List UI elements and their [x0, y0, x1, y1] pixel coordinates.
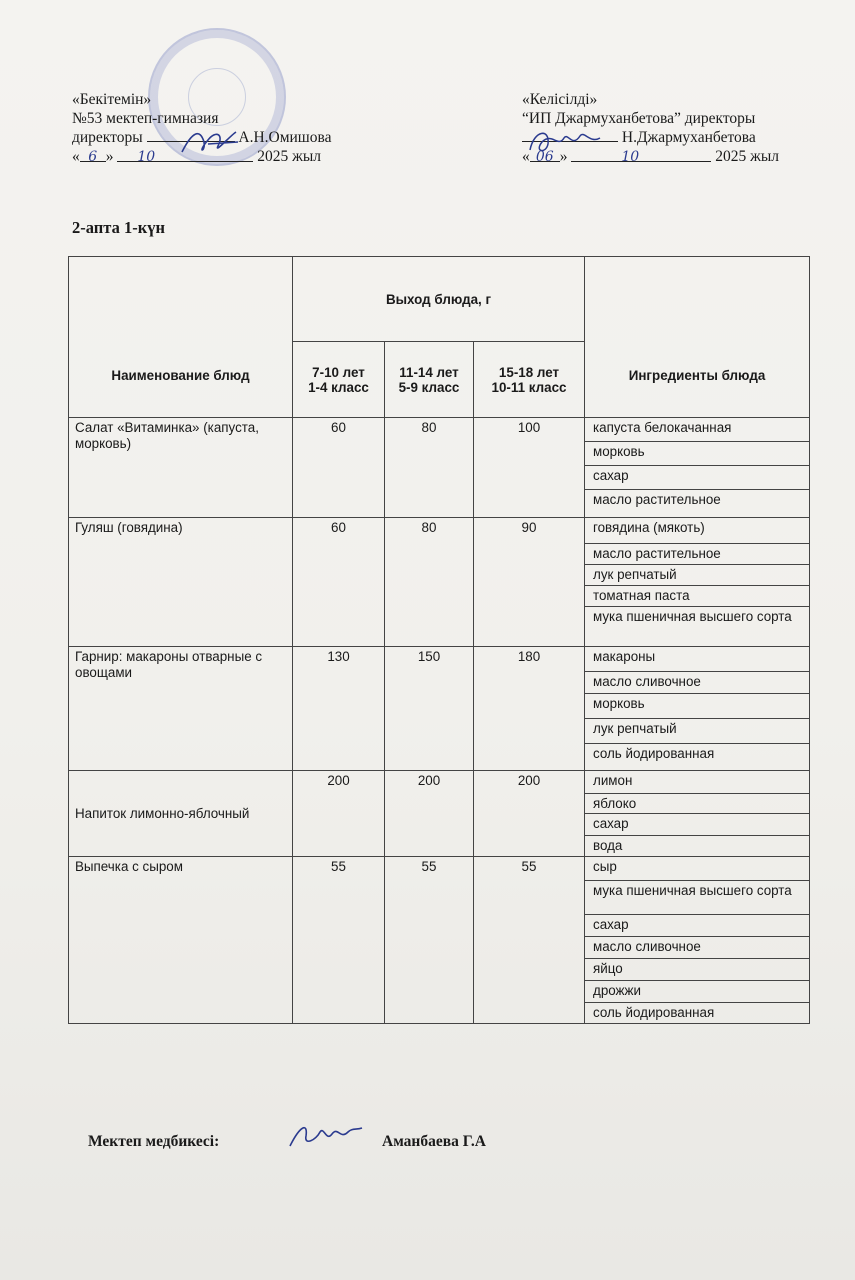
quote-close: »	[559, 148, 568, 165]
header-yield: Выход блюда, г	[293, 257, 585, 342]
grade-range: 1-4 класс	[308, 379, 369, 395]
yield-age-group-3: 100	[474, 418, 585, 518]
quote-open: «	[522, 148, 530, 165]
dish-name: Напиток лимонно-яблочный	[69, 771, 293, 857]
table-row	[69, 418, 810, 442]
ingredient: лимон	[585, 771, 810, 794]
ingredient: томатная паста	[585, 586, 810, 607]
ingredient: яйцо	[585, 959, 810, 981]
yield-age-group-2: 55	[385, 857, 474, 1024]
dish-name: Салат «Витаминка» (капуста, морковь)	[69, 418, 293, 518]
ingredient: сахар	[585, 915, 810, 937]
yield-age-group-2: 200	[385, 771, 474, 857]
table-row	[69, 518, 810, 544]
table-row	[69, 647, 810, 672]
quote-open: «	[72, 148, 80, 165]
agreement-day: 06	[530, 148, 560, 162]
agreement-year: 2025 жыл	[715, 148, 779, 165]
ingredient: соль йодированная	[585, 1003, 810, 1024]
age-range: 7-10 лет	[312, 364, 365, 380]
table-row	[69, 857, 810, 881]
day-title: 2-апта 1-күн	[72, 218, 165, 237]
header-age-group-2	[385, 342, 474, 418]
menu-table	[68, 256, 810, 1024]
yield-age-group-2: 80	[385, 418, 474, 518]
yield-age-group-1: 60	[293, 418, 385, 518]
table-row	[69, 771, 810, 794]
ingredient: морковь	[585, 694, 810, 719]
ingredient: сыр	[585, 857, 810, 881]
yield-age-group-1: 60	[293, 518, 385, 647]
yield-age-group-1: 200	[293, 771, 385, 857]
agreement-month: 10	[571, 148, 711, 162]
ingredient: масло растительное	[585, 490, 810, 518]
nurse-label: Мектеп медбикесі:	[88, 1133, 220, 1150]
grade-range: 10-11 класс	[491, 379, 567, 395]
nurse-name: Аманбаева Г.А	[382, 1133, 486, 1150]
approval-day: 6	[80, 148, 106, 162]
nurse-signature	[286, 1118, 366, 1154]
ingredient: дрожжи	[585, 981, 810, 1003]
header-age-group-3	[474, 342, 585, 418]
approval-position: директоры	[72, 129, 143, 146]
ingredient: говядина (мякоть)	[585, 518, 810, 544]
yield-age-group-3: 90	[474, 518, 585, 647]
yield-age-group-3: 200	[474, 771, 585, 857]
grade-range: 5-9 класс	[398, 379, 460, 395]
dish-name: Выпечка с сыром	[69, 857, 293, 1024]
agreement-org: “ИП Джармуханбетова” директоры	[522, 110, 756, 127]
approval-org: №53 мектеп-гимназия	[72, 110, 219, 127]
ingredient: соль йодированная	[585, 744, 810, 771]
ingredient: масло растительное	[585, 544, 810, 565]
header-ingredients: Ингредиенты блюда	[585, 257, 810, 418]
ingredient: морковь	[585, 442, 810, 466]
ingredient: масло сливочное	[585, 672, 810, 694]
dish-name: Гарнир: макароны отварные с овощами	[69, 647, 293, 771]
dish-name: Гуляш (говядина)	[69, 518, 293, 647]
ingredient: масло сливочное	[585, 937, 810, 959]
agreement-title: «Келісілді»	[522, 91, 598, 108]
approval-year: 2025 жыл	[257, 148, 321, 165]
approval-name: А.Н.Омишова	[238, 129, 332, 146]
ingredient: макароны	[585, 647, 810, 672]
ingredient: сахар	[585, 814, 810, 836]
header-dish-name: Наименование блюд	[69, 257, 293, 418]
director-signature	[178, 122, 248, 162]
ingredient: яблоко	[585, 794, 810, 814]
ingredient: лук репчатый	[585, 719, 810, 744]
supplier-signature	[524, 124, 604, 160]
yield-age-group-1: 130	[293, 647, 385, 771]
quote-close: »	[105, 148, 114, 165]
yield-age-group-2: 150	[385, 647, 474, 771]
ingredient: лук репчатый	[585, 565, 810, 586]
agreement-name: Н.Джармуханбетова	[621, 129, 756, 146]
approval-title: «Бекітемін»	[72, 91, 152, 108]
ingredient: мука пшеничная высшего сорта	[585, 881, 810, 915]
age-range: 11-14 лет	[399, 364, 459, 380]
ingredient: капуста белокачанная	[585, 418, 810, 442]
age-range: 15-18 лет	[498, 364, 560, 380]
approval-month: 10	[117, 148, 253, 162]
yield-age-group-3: 55	[474, 857, 585, 1024]
ingredient: вода	[585, 836, 810, 857]
yield-age-group-2: 80	[385, 518, 474, 647]
ingredient: мука пшеничная высшего сорта	[585, 607, 810, 647]
ingredient: сахар	[585, 466, 810, 490]
yield-age-group-1: 55	[293, 857, 385, 1024]
yield-age-group-3: 180	[474, 647, 585, 771]
header-age-group-1	[293, 342, 385, 418]
